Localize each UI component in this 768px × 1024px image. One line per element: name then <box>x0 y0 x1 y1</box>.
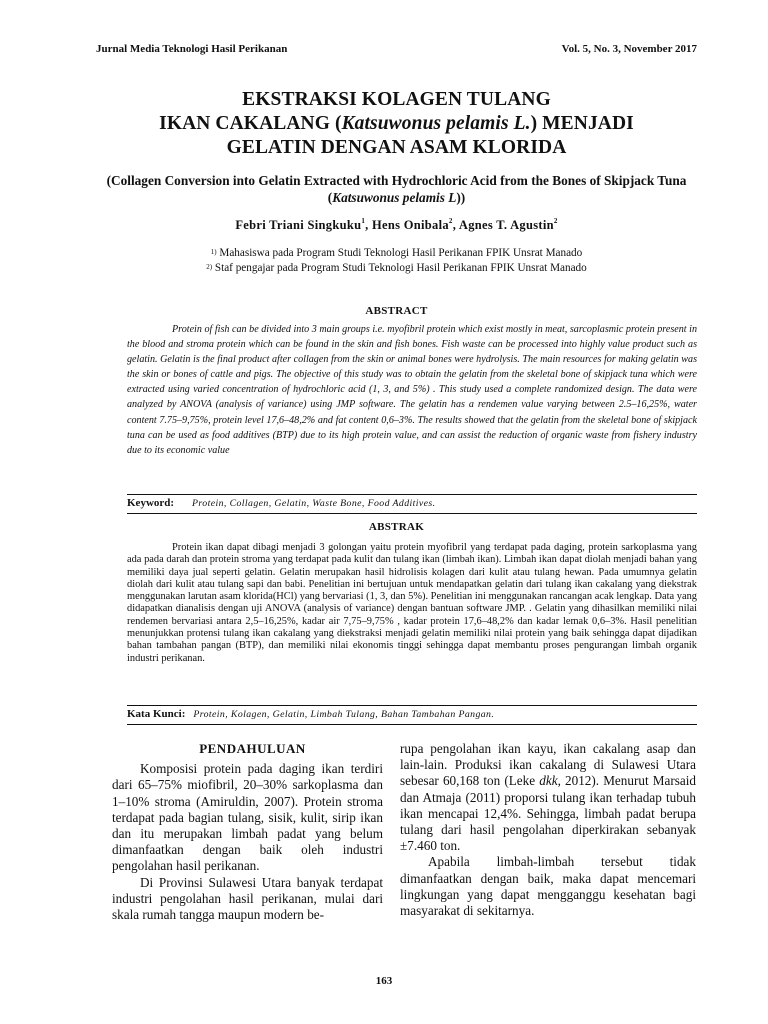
keywords-en <box>127 497 697 509</box>
title-line-3: GELATIN DENGAN ASAM KLORIDA <box>226 137 567 158</box>
keyword-label: Keyword: <box>127 497 175 509</box>
paragraph: Di Provinsi Sulawesi Utara banyak terdapat industri pengolahan hasil perikanan, mulai dari skala rumah tangga maupun modern be- <box>112 874 383 923</box>
section-title: PENDAHULUAN <box>199 741 306 756</box>
paragraph: Apabila limbah-limbah tersebut tidak dimanfaatkan dengan baik, maka dapat mencemari lingkungan yang dapat mengganggu kesehatan bagi masyarakat di sekitarnya. <box>400 854 696 919</box>
abstrak-heading: ABSTRAK <box>368 521 425 533</box>
paper-title <box>96 88 697 160</box>
author-list: Febri Triani Singkuku$^1$, Hens Onibala$^2$, Agnes T. Agustin$^2$ <box>235 217 558 232</box>
paragraph: Komposisi protein pada daging ikan terdiri dari 65–75% miofibril, 20–30% sarkoplasma dan 1–10% stroma (Amiruldin, 2007). Protein stroma terdapat pada bagian tulang, sisik, kulit, sirip ikan dan itu merupakan limbah padat yang belum dimanfaatkan dengan baik oleh industri pengolahan hasil perikanan. <box>112 761 383 874</box>
author-1: Febri Triani Singkuku <box>235 218 362 232</box>
page-number: 163 <box>375 975 393 987</box>
title-line-1: EKSTRAKSI KOLAGEN TULANG <box>242 89 551 110</box>
divider <box>127 724 697 725</box>
author-3: , Agnes T. Agustin <box>452 218 554 232</box>
body-column-left <box>112 741 383 923</box>
author-2: , Hens Onibala <box>365 218 449 232</box>
subtitle-species: Katsuwonus pelamis L <box>332 190 457 205</box>
kata-kunci-list: Protein, Kolagen, Gelatin, Limbah Tulang, Bahan Tambahan Pangan. <box>193 709 495 720</box>
body-column-right <box>400 741 696 919</box>
divider <box>127 494 697 495</box>
volume-info: Vol. 5, No. 3, November 2017 <box>561 43 697 55</box>
abstract-heading: ABSTRACT <box>365 305 428 317</box>
affiliation-2: $^{2)}$ Staf pengajar pada Program Studi Teknologi Hasil Perikanan FPIK Unsrat Manado <box>206 262 587 274</box>
paragraph: rupa pengolahan ikan kayu, ikan cakalang asap dan lain-lain. Produksi ikan cakalang di Sulawesi Utara sebesar 60,168 ton (Leke dkk, 2012). Menurut Marsaid dan Atmaja (2011) proporsi tulang ikan terhadap tubuh ikan mencapai 12,4%. Sehingga, limbah padat berupa tulang dari hasil pengolahan diperkirakan sebanyak ±7.460 ton. <box>400 741 696 854</box>
keyword-list: Protein, Collagen, Gelatin, Waste Bone, Food Additives. <box>192 498 436 509</box>
abstrak-indonesian: Protein ikan dapat dibagi menjadi 3 golongan yaitu protein myofibril yang terdapat pada daging, protein sarkoplasma yang ada pada darah dan protein stroma yang terdapat pada kulit dan tulang ikan (limbah ikan). Limbah ikan dapat diolah menjadi bahan yang memiliki daya jual seperti gelatin. Gelatin merupakan hasil hidrolisis kolagen dari kulit atau tulang hewan. Pada umumnya gelatin diolah dari kulit atau tulang sapi dan babi. Penelitian ini bertujuan untuk mendapatkan gelatin dari tulang ikan cakalang yang diekstrak menggunakan larutan asam klorida(HCl) yang bervariasi (1, 3, dan 5%). Penelitian ini menggunakan rancangan acak lengkap. Data yang didapatkan dianalisis dengan uji ANOVA (analysis of variance) dengan bantuan software JMP. . Gelatin yang dihasilkan memiliki nilai rendemen bervariasi antara 2,5–16,25%, kadar air 7,75–9,75% , kadar protein 17,6–48,2% dan kadar lemak 0,6–3%. Hasil penelitian menunjukkan protensi tulang ikan cakalang yang diekstraksi menjadi gelatin memiliki nilai protein yang baik sehingga dapat dijadikan bahan tambahan pangan (BTP), dan memiliki nilai ekonomis tinggi sehingga dapat membantu proses pengurangan limbah organik industri perikanan. <box>127 542 697 664</box>
journal-name: Jurnal Media Teknologi Hasil Perikanan <box>96 43 288 55</box>
divider <box>127 513 697 514</box>
abstract-english: Protein of fish can be divided into 3 main groups i.e. myofibril protein which exist mostly in meat, sarcoplasmic protein present in the blood and stroma protein which can be found in the skin and fish bones. Fish waste can be processed into highly value product such as gelatin. Gelatin is the final product after collagen from the skin or animal bones were hydrolysis. The main resources for making gelatin was the skin or bones of cattle and pigs. The objective of this study was to obtain the gelatin from the skeletal bone of skipjack tuna which were extracted using varied concentration of hydrochloric acid (1, 3, and 5%) . This study used a complete randomized design. The data were analyzed by ANOVA (analysis of variance) using JMP software. The gelatin has a rendemen value varying between 2.5–16,25%, water content 7.75–9,75%, protein level 17,6–48,2% and fat content 0,6–3%. The results showed that the gelatin from the skeletal bone of skipjack tuna can be used as food additives (BTP) due to its high protein value, and can assist the reduction of organic waste from fishery industry due to its economic value <box>127 324 697 456</box>
paper-subtitle: (Collagen Conversion into Gelatin Extracted with Hydrochloric Acid from the Bones of Skipjack Tuna (Katsuwonus pelamis L)) <box>106 173 687 205</box>
affiliations <box>96 246 697 276</box>
title-line-2: IKAN CAKALANG (Katsuwonus pelamis L.) MENJADI <box>159 113 634 134</box>
divider <box>127 705 697 706</box>
affiliation-1: $^{1)}$ Mahasiswa pada Program Studi Teknologi Hasil Perikanan FPIK Unsrat Manado <box>210 247 583 259</box>
keywords-id <box>127 708 697 720</box>
title-species: Katsuwonus pelamis L. <box>341 113 531 134</box>
kata-kunci-label: Kata Kunci: <box>127 708 186 720</box>
